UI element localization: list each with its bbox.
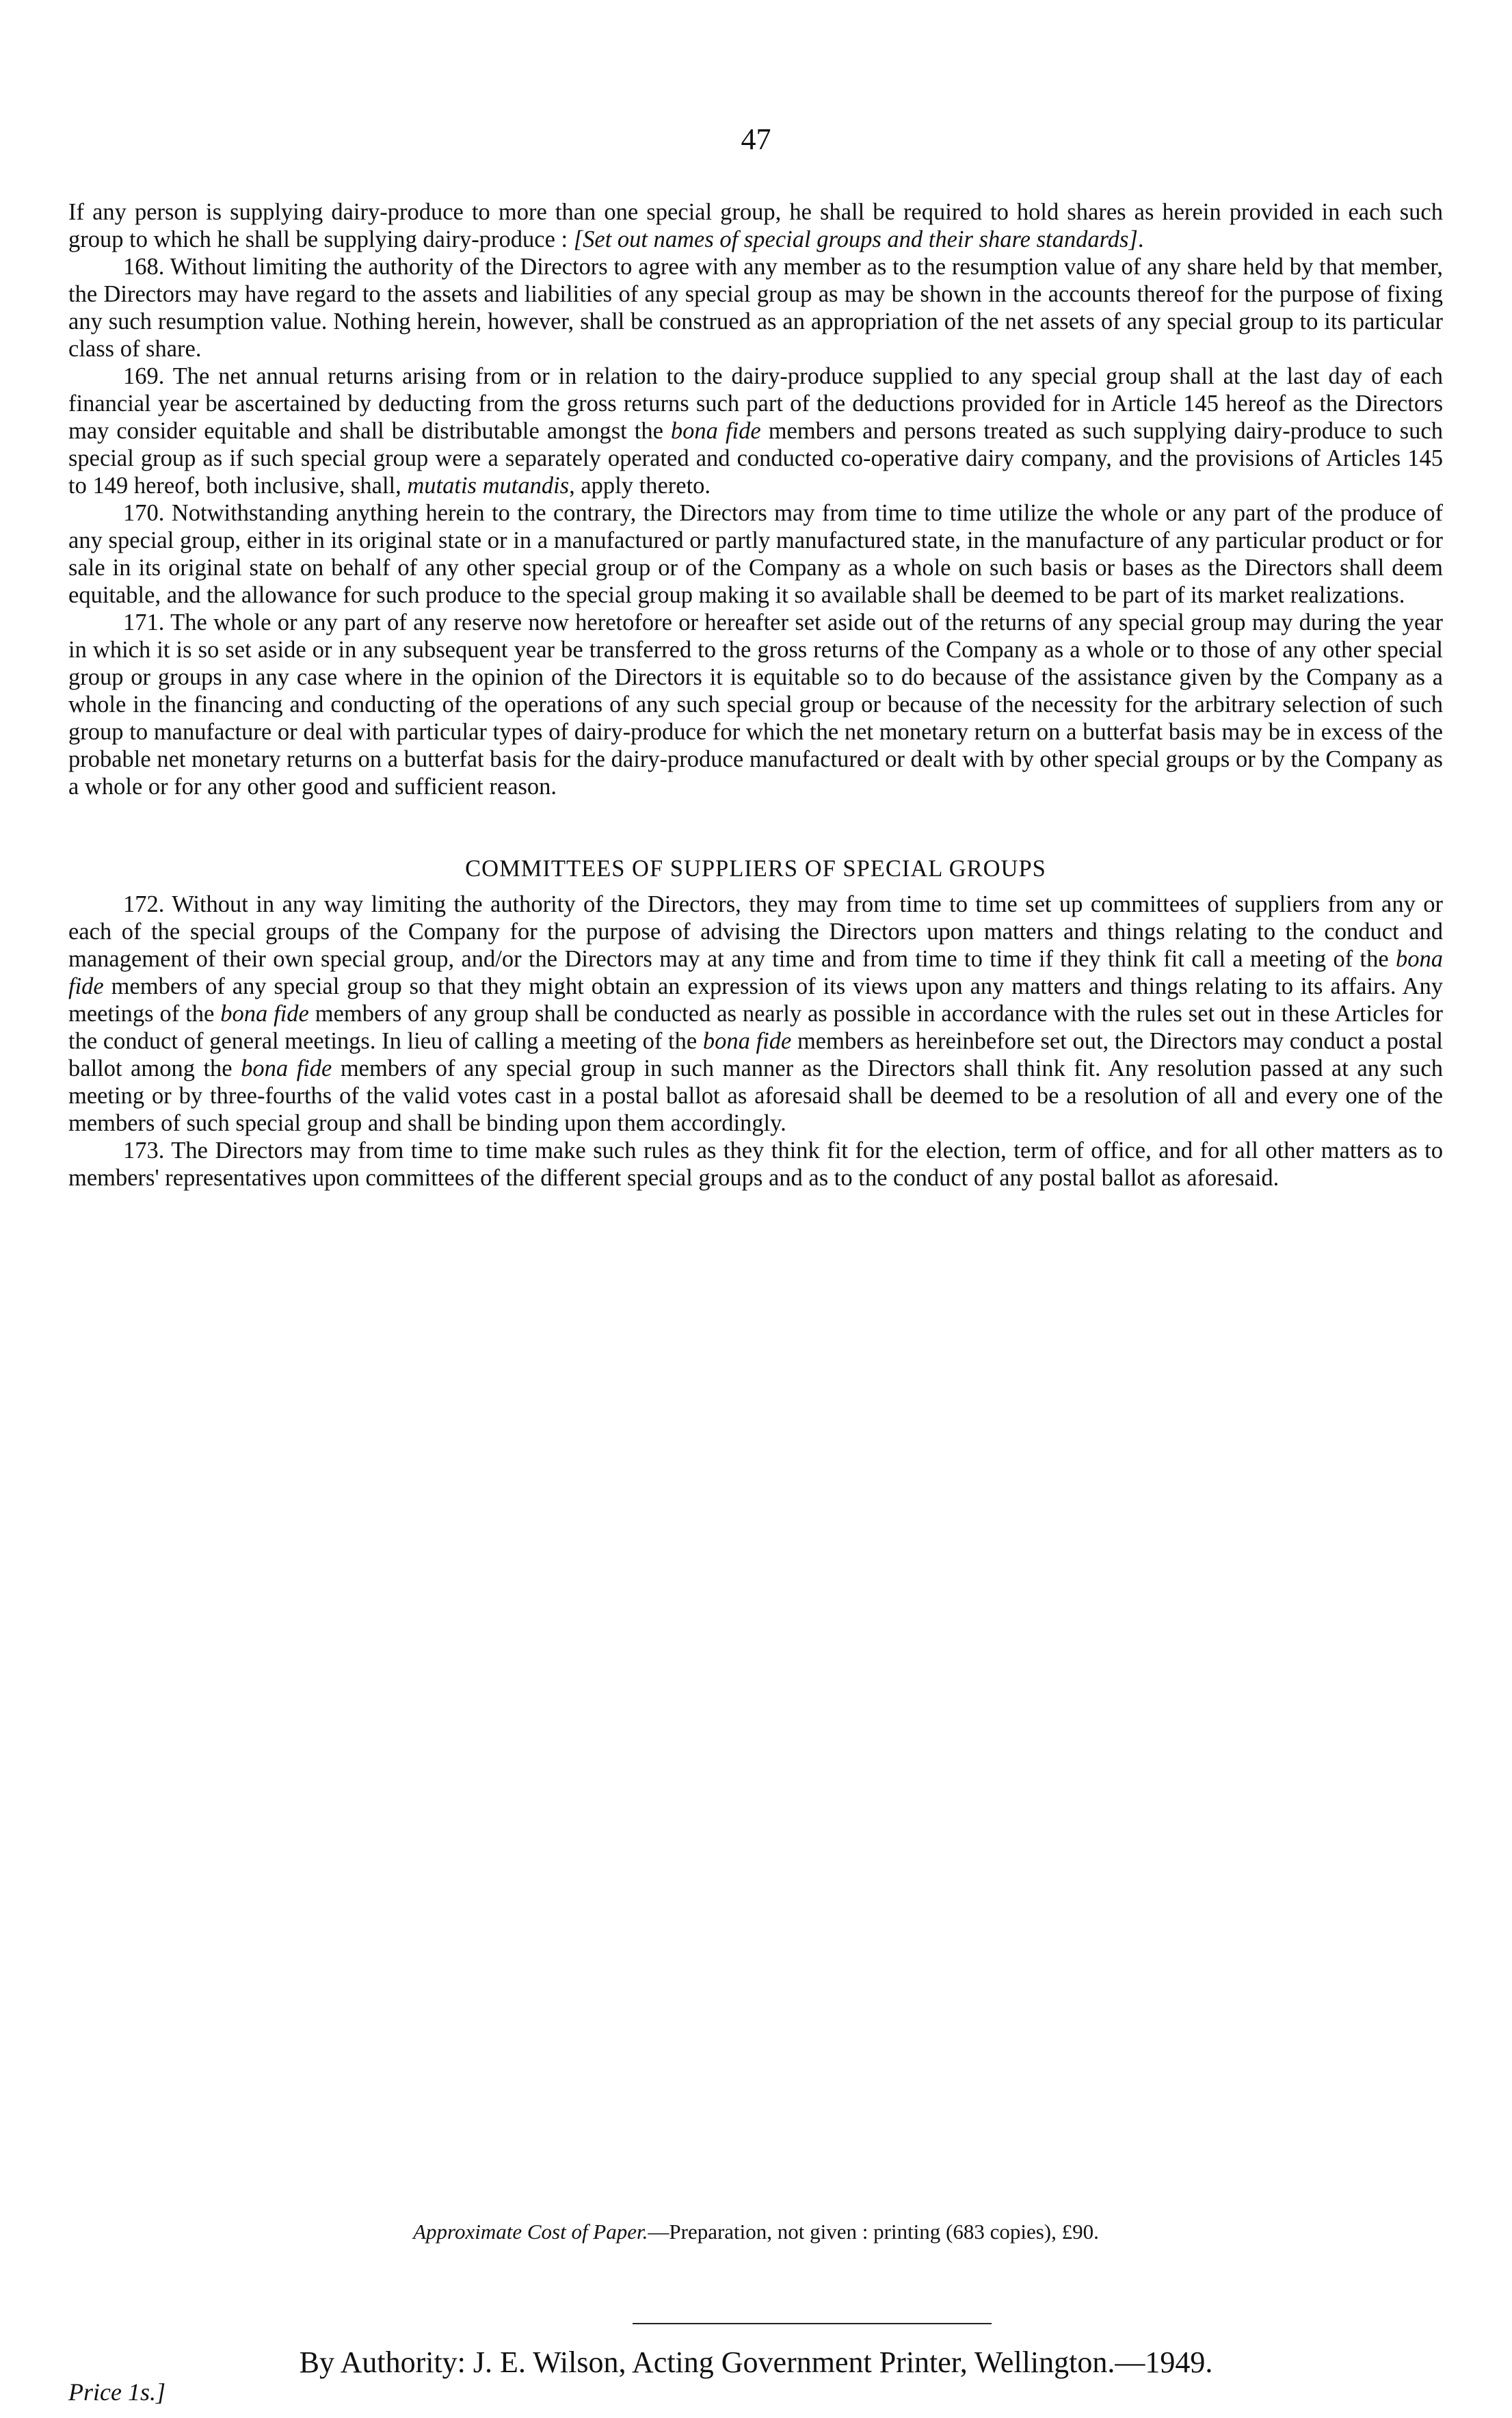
article-171: 171. The whole or any part of any reserve now heretofore or hereafter set aside out of the returns of any special group may during the year in which it is so set aside or in any subsequent year be transferred to the gross returns of the Company as a whole or to those of any other special group or groups in any case where in the opinion of the Directors it is equitable so to do because of the assistance given by the Company as a whole in the financing and conducting of the operations of any such special group or because of the necessity for the arbitrary selection of such group to manufacture or deal with particular types of dairy-produce for which the net monetary return on a butterfat basis may be in excess of the probable net monetary returns on a butterfat basis for the dairy-produce manufactured or dealt with by other special groups or by the Company as a whole or for any other good and sufficient reason. bbox=[68, 609, 1443, 800]
cost-note bbox=[0, 2220, 1512, 2244]
italic-term: bona fide bbox=[68, 946, 1443, 999]
text-run: 172. Without in any way limiting the authority of the Directors, they may from time to time set up committees of suppliers from any or each of the special groups of the Company for the purpose of advising the Directors upon matters and things relating to the conduct and management of their own special group, and/or the Directors may at any time and from time to time if they think fit call a meeting of the bbox=[68, 891, 1443, 972]
cost-label: Approximate Cost of Paper. bbox=[413, 2220, 648, 2244]
paragraph-group-shares bbox=[68, 198, 1443, 253]
italic-note: [Set out names of special groups and their share standards] bbox=[573, 226, 1138, 252]
cost-text: —Preparation, not given : printing (683 copies), £90. bbox=[648, 2220, 1099, 2244]
text-run: , apply thereto. bbox=[569, 473, 711, 499]
printer-authority: By Authority: J. E. Wilson, Acting Government Printer, Wellington.—1949. bbox=[299, 2345, 1213, 2379]
article-173: 173. The Directors may from time to time make such rules as they think fit for the election, term of office, and for all other matters as to members' representatives upon committees of the different special groups and as to the conduct of any postal ballot as aforesaid. bbox=[68, 1138, 1443, 1191]
italic-term: bona fide bbox=[670, 418, 761, 444]
article-body bbox=[68, 198, 1443, 1192]
page-number: 47 bbox=[741, 122, 771, 156]
text-run: members as hereinbefore set out, the Directors may conduct a postal ballot among the bbox=[68, 1028, 1444, 1081]
article-169 bbox=[68, 363, 1443, 499]
text-run: . bbox=[1137, 226, 1144, 252]
text-run: members of any group shall be conducted as nearly as possible in accordance with the rules set out in these Articles for the conduct of general meetings. In lieu of calling a meeting of the bbox=[68, 1001, 1443, 1054]
text-run: members of any special group so that they might obtain an expression of its views upon any matters and things relating to its affairs. Any meetings of the bbox=[68, 973, 1443, 1027]
italic-term: bona fide bbox=[241, 1055, 332, 1081]
article-170: 170. Notwithstanding anything herein to the contrary, the Directors may from time to time utilize the whole or any part of the produce of any special group, either in its original state or in a manufactured or partly manufactured state, in the manufacture of any particular product or for sale in its original state on behalf of any other special group or of the Company as a whole on such basis or bases as the Directors shall deem equitable, and the allowance for such produce to the special group making it so available shall be deemed to be part of its market realizations. bbox=[68, 500, 1443, 608]
italic-term: bona fide bbox=[220, 1001, 309, 1027]
text-run: members and persons treated as such supplying dairy-produce to such special group as if such special group were a separately operated and conducted co-operative dairy company, and the provisions of Articles 145 to 149 hereof, both inclusive, shall, bbox=[68, 418, 1443, 499]
footer-divider bbox=[633, 2323, 992, 2324]
text-run: If any person is supplying dairy-produce to more than one special group, he shall be required to hold shares as herein provided in each such group to which he shall be supplying dairy-produce : bbox=[68, 199, 1443, 252]
italic-term: mutatis mutandis bbox=[407, 473, 570, 499]
section-heading: COMMITTEES OF SUPPLIERS OF SPECIAL GROUPS bbox=[465, 856, 1046, 882]
article-172 bbox=[68, 891, 1443, 1137]
article-168: 168. Without limiting the authority of the Directors to agree with any member as to the resumption value of any share held by that member, the Directors may have regard to the assets and liabilities of any special group as may be shown in the accounts thereof for the purpose of fixing any such resumption value. Nothing herein, however, shall be construed as an appropriation of the net assets of any special group to its particular class of share. bbox=[68, 254, 1443, 362]
italic-term: bona fide bbox=[702, 1028, 792, 1054]
price-note: Price 1s.] bbox=[68, 2378, 165, 2406]
text-run: 169. The net annual returns arising from or in relation to the dairy-produce supplied to any special group shall at the last day of each financial year be ascertained by deducting from the gross returns such part of the deductions provided for in Article 145 hereof as the Directors may consider equitable and shall be distributable amongst the bbox=[68, 363, 1443, 444]
text-run: members of any special group in such manner as the Directors shall think fit. Any resolution passed at any such meeting or by three-fourths of the valid votes cast in a postal ballot as aforesaid shall be deemed to be a resolution of all and every one of the members of such special group and shall be binding upon them accordingly. bbox=[68, 1055, 1443, 1136]
